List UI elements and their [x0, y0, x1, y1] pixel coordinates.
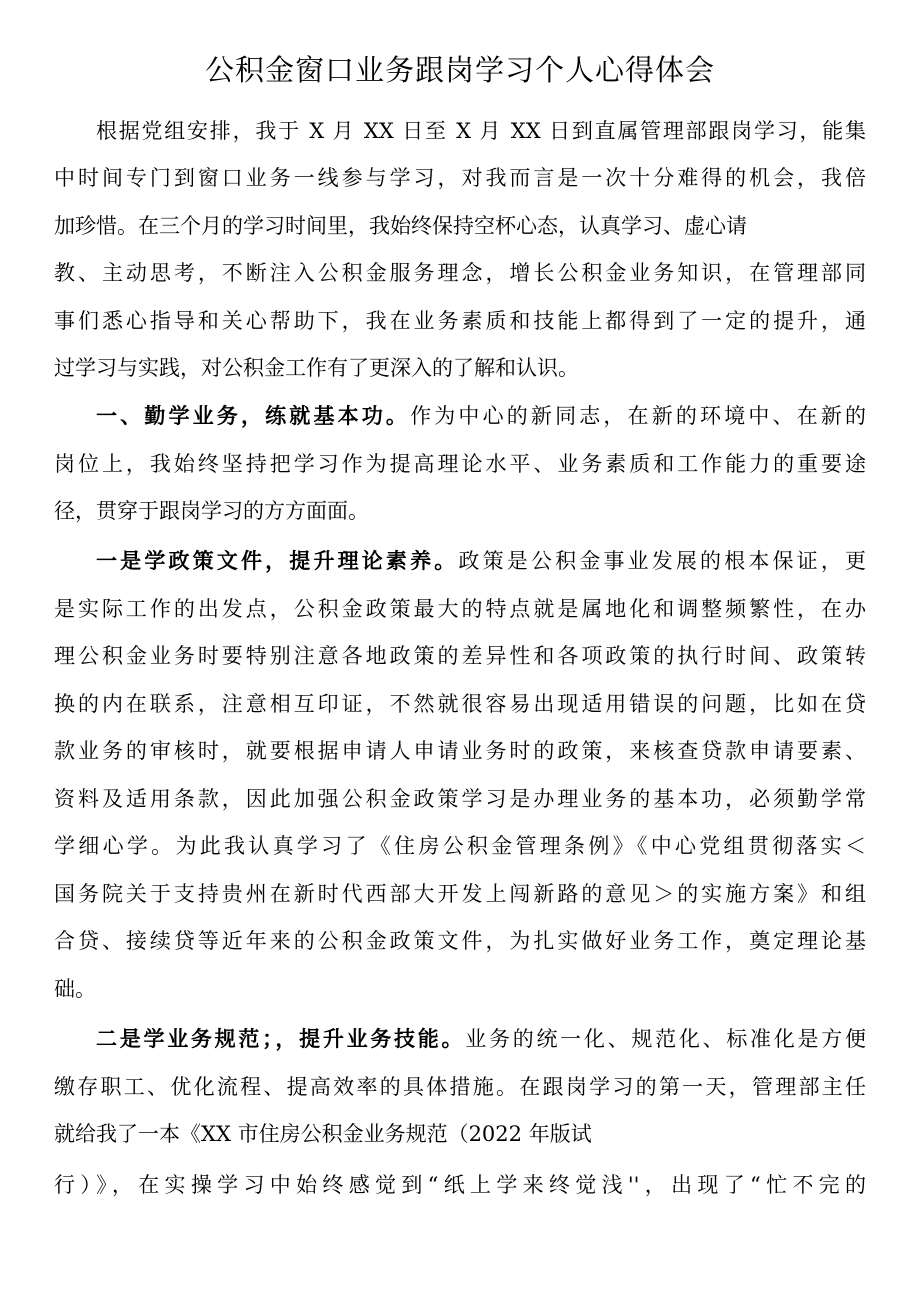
- paragraph-line: 合贷、接续贷等近年来的公积金政策文件，为扎实做好业务工作，奠定理论基: [54, 929, 866, 953]
- paragraph-line: 资料及适用条款，因此加强公积金政策学习是办理业务的基本功，必须勤学常: [54, 787, 866, 811]
- paragraph-line: 换的内在联系，注意相互印证，不然就很容易出现适用错误的问题，比如在贷: [54, 692, 866, 716]
- paragraph-line: 过学习与实践，对公积金工作有了更深入的了解和认识。: [54, 356, 579, 380]
- paragraph-line: 就给我了一本《XX 市住房公积金业务规范（2022 年版试: [54, 1122, 592, 1146]
- paragraph-line: 学细心学。为此我认真学习了《住房公积金管理条例》《中心党组贯彻落实＜: [54, 834, 866, 858]
- paragraph-text: 政策是公积金事业发展的根本保证，更: [458, 549, 867, 573]
- paragraph-line: 国务院关于支持贵州在新时代西部大开发上闯新路的意见＞的实施方案》和组: [54, 882, 866, 906]
- paragraph-line: 事们悉心指导和关心帮助下，我在业务素质和技能上都得到了一定的提升，通: [54, 309, 866, 333]
- paragraph-text: 作为中心的新同志，在新的环境中、在新的: [410, 404, 867, 428]
- paragraph-line: 础。: [54, 977, 96, 1001]
- paragraph-line: 教、主动思考，不断注入公积金服务理念，增长公积金业务知识，在管理部同: [54, 261, 866, 285]
- document-title: 公积金窗口业务跟岗学习个人心得体会: [204, 53, 715, 87]
- paragraph-line: 根据党组安排，我于 X 月 XX 日至 X 月 XX 日到直属管理部跟岗学习，能集: [96, 119, 866, 143]
- paragraph-line: 岗位上，我始终坚持把学习作为提高理论水平、业务素质和工作能力的重要途: [54, 452, 866, 476]
- paragraph-line: 是实际工作的出发点，公积金政策最大的特点就是属地化和调整频繁性，在办: [54, 597, 866, 621]
- paragraph-line: 中时间专门到窗口业务一线参与学习，对我而言是一次十分难得的机会，我倍: [54, 166, 866, 190]
- paragraph-line: 理公积金业务时要特别注意各地政策的差异性和各项政策的执行时间、政策转: [54, 644, 866, 668]
- paragraph-line: [96, 401, 866, 431]
- section-heading: 二是学业务规范；，提升业务技能。: [96, 1026, 466, 1051]
- paragraph-text: 业务的统一化、规范化、标准化是方便: [465, 1027, 866, 1051]
- paragraph-line: [96, 1024, 866, 1054]
- paragraph-line: [96, 546, 866, 576]
- paragraph-line: 款业务的审核时，就要根据申请人申请业务时的政策，来核查贷款申请要素、: [54, 739, 866, 763]
- paragraph-line: 行）》，在实操学习中始终感觉到“纸上学来终觉浅''，出现了“忙不完的: [54, 1173, 866, 1197]
- section-heading: 一、勤学业务，练就基本功。: [96, 403, 411, 428]
- section-heading: 一是学政策文件，提升理论素养。: [96, 548, 459, 573]
- paragraph-line: 径，贯穿于跟岗学习的方方面面。: [54, 499, 369, 523]
- paragraph-line: 加珍惜。在三个月的学习时间里，我始终保持空杯心态，认真学习、虚心请: [54, 214, 747, 238]
- paragraph-line: 缴存职工、优化流程、提高效率的具体措施。在跟岗学习的第一天，管理部主任: [54, 1075, 866, 1099]
